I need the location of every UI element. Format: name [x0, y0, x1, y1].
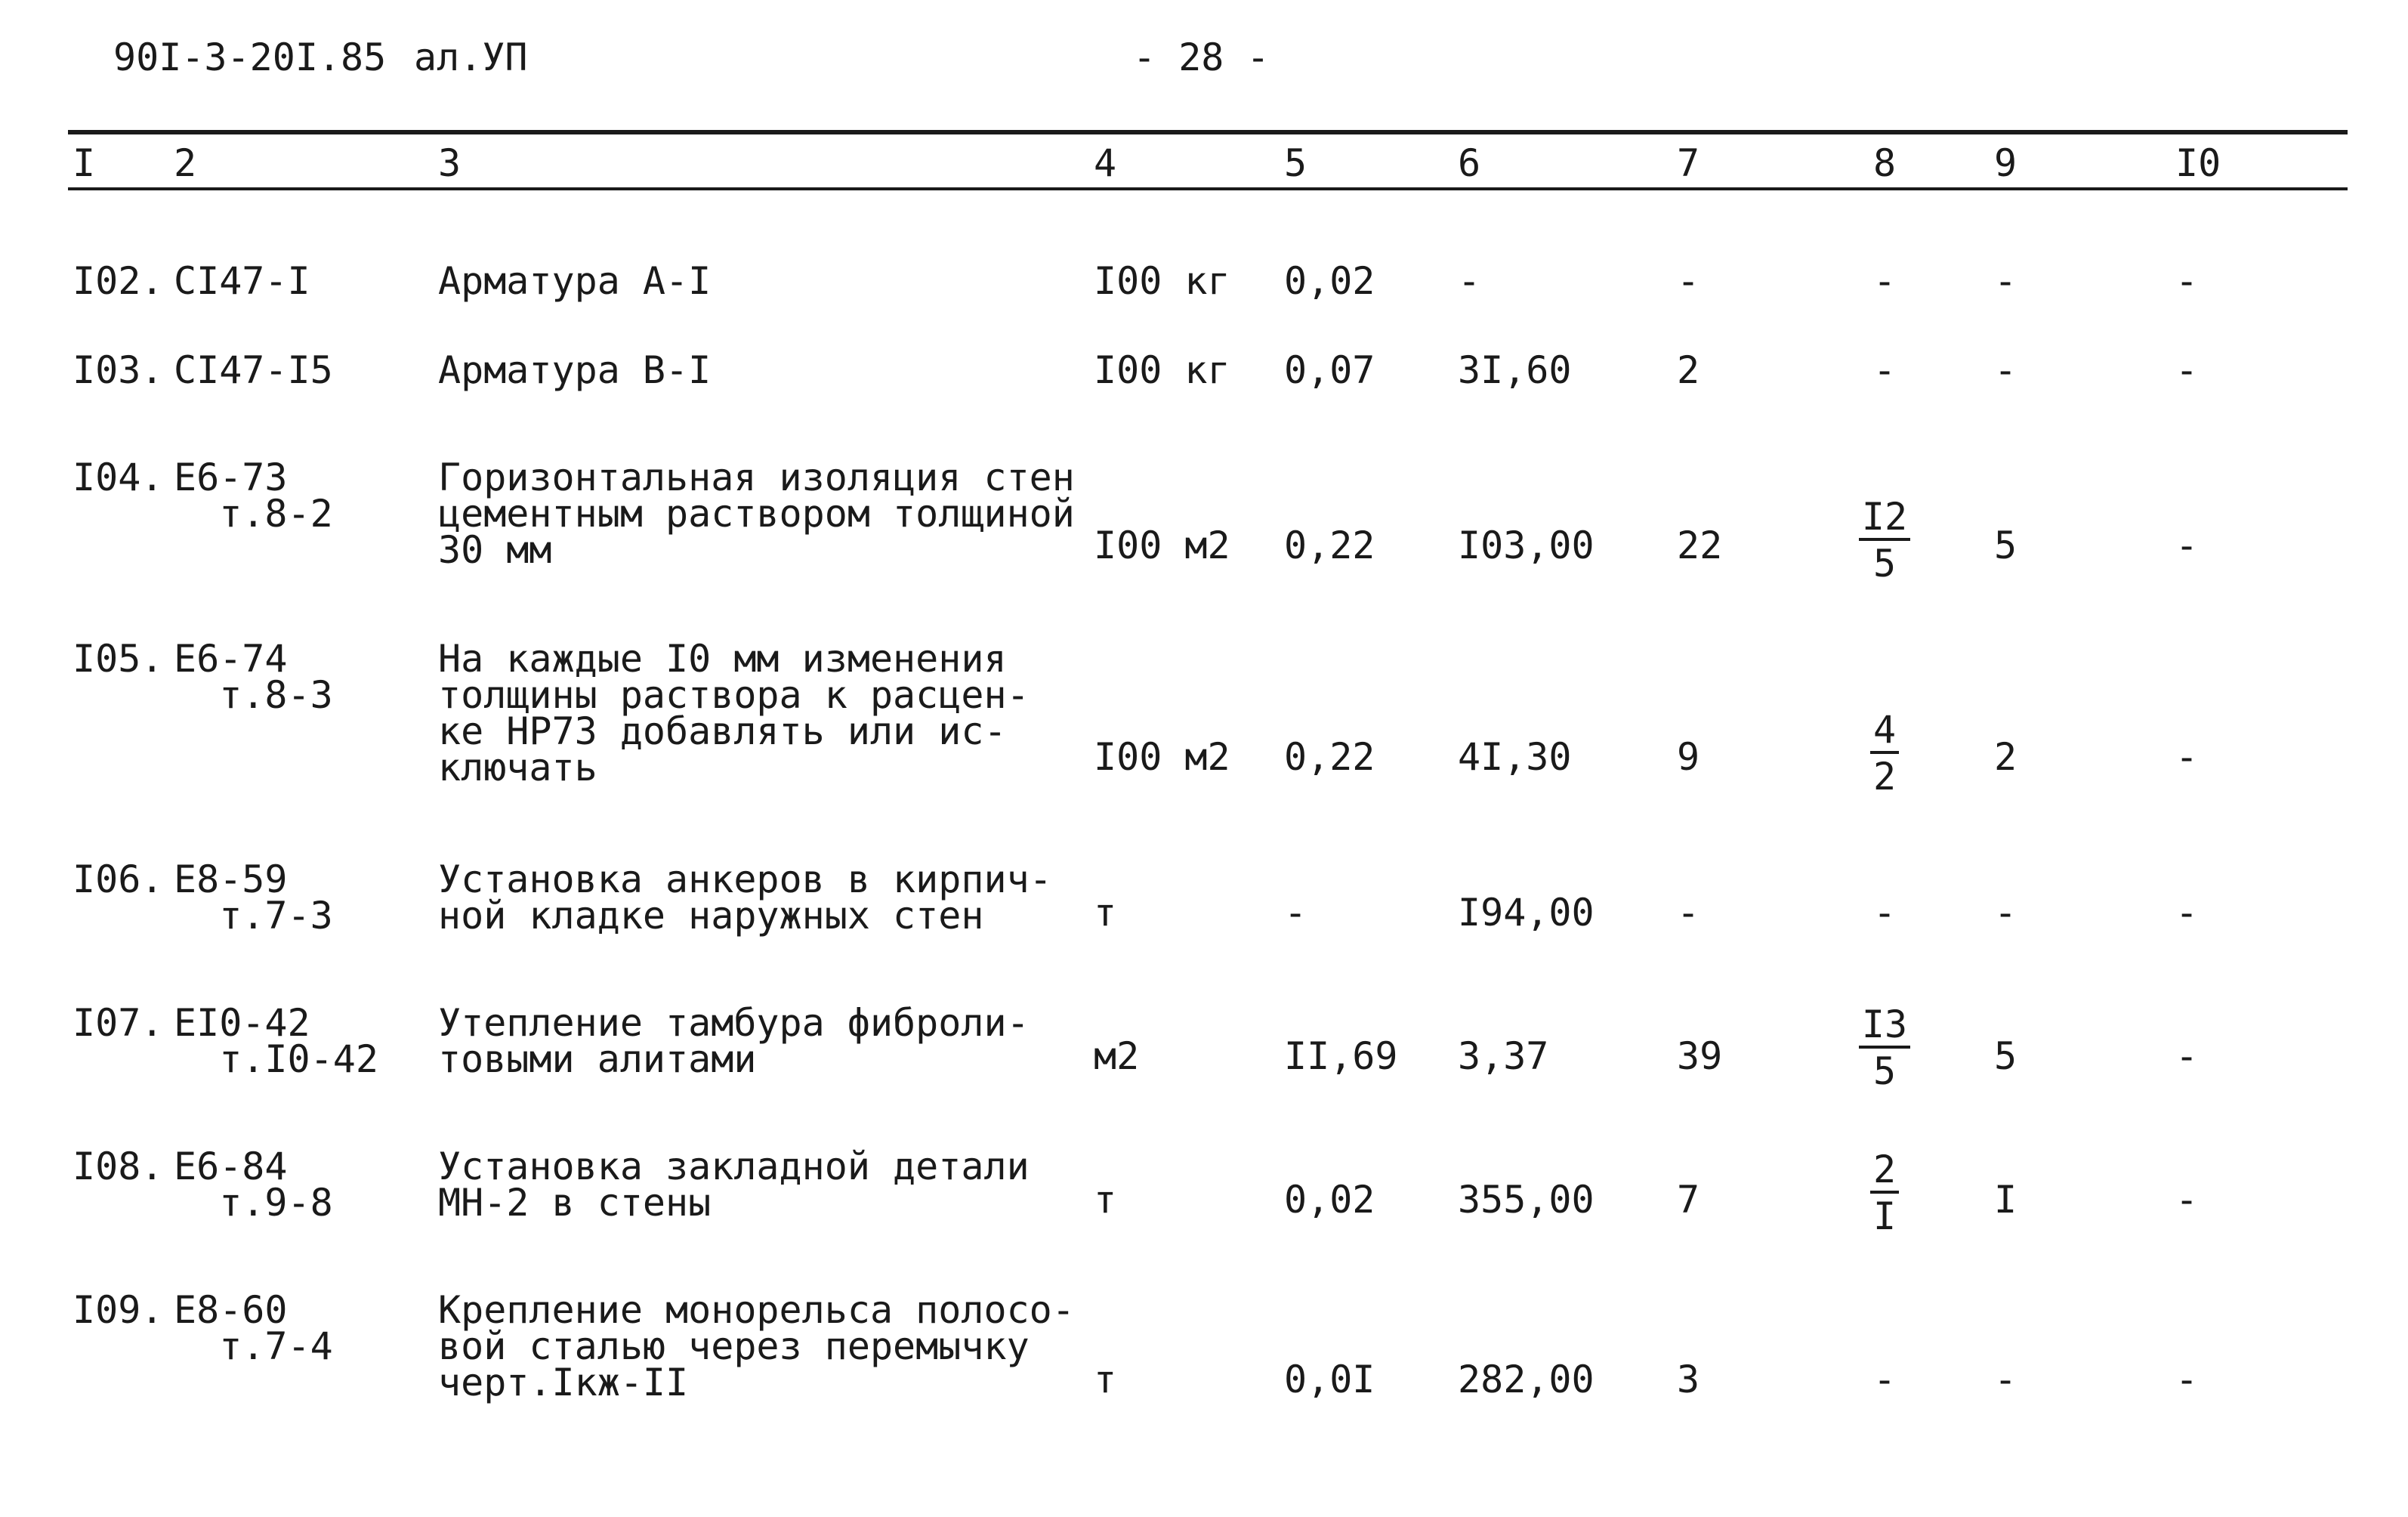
- column-9-value: -: [1994, 348, 2017, 392]
- page-number: - 28 -: [1133, 36, 1270, 79]
- column-7-value: 39: [1677, 1034, 1723, 1078]
- column-header-9: 9: [1994, 141, 2017, 185]
- column-header-10: I0: [2175, 141, 2221, 185]
- column-7-value: -: [1677, 259, 1700, 303]
- fraction: [1859, 497, 1910, 583]
- table-top-rule: [68, 130, 2348, 134]
- column-9-value: -: [1994, 891, 2017, 935]
- column-9-value: -: [1994, 259, 2017, 303]
- work-description: Крепление монорельса полосо- вой сталью через перемычку черт.Iкж-II: [438, 1288, 1075, 1404]
- column-header-6: 6: [1458, 141, 1481, 185]
- column-8-fraction: [1843, 497, 1926, 583]
- work-description: Арматура А-I: [438, 259, 712, 303]
- column-8-value: -: [1872, 348, 1897, 392]
- column-7-value: 3: [1677, 1358, 1700, 1401]
- table-header-rule: [68, 187, 2348, 190]
- rate-code: Е6-84 т.9-8: [174, 1145, 333, 1225]
- quantity: 0,22: [1284, 735, 1375, 779]
- fraction-numerator: I3: [1859, 1005, 1910, 1049]
- work-description: Арматура В-I: [438, 348, 712, 392]
- column-header-4: 4: [1094, 141, 1117, 185]
- sheet-designation: ал.УП: [414, 36, 528, 79]
- rate-code: Е6-73 т.8-2: [174, 456, 333, 536]
- column-9-value: -: [1994, 1358, 2017, 1401]
- row-number: I04.: [73, 456, 164, 499]
- column-10-value: -: [2175, 1358, 2199, 1401]
- unit-price: 3,37: [1458, 1034, 1549, 1078]
- quantity: 0,02: [1284, 1178, 1375, 1222]
- column-10-value: -: [2175, 735, 2199, 779]
- column-8-value: -: [1872, 259, 1897, 303]
- column-7-value: 7: [1677, 1178, 1700, 1222]
- unit-price: 3I,60: [1458, 348, 1572, 392]
- row-number: I05.: [73, 637, 164, 681]
- rate-code: Е8-60 т.7-4: [174, 1288, 333, 1368]
- column-9-value: I: [1994, 1178, 2017, 1222]
- rate-code: CI47-I5: [174, 348, 333, 392]
- row-number: I02.: [73, 259, 164, 303]
- column-8-value: -: [1872, 1358, 1897, 1401]
- unit: т: [1094, 1178, 1117, 1222]
- row-number: I03.: [73, 348, 164, 392]
- unit: т: [1094, 1358, 1117, 1401]
- quantity: 0,02: [1284, 259, 1375, 303]
- fraction-denominator: 5: [1872, 1049, 1897, 1093]
- fraction: [1859, 1005, 1910, 1091]
- column-10-value: -: [2175, 1034, 2199, 1078]
- column-10-value: -: [2175, 348, 2199, 392]
- unit: I00 кг: [1094, 259, 1230, 303]
- fraction-numerator: 4: [1870, 710, 1899, 754]
- column-header-2: 2: [174, 141, 197, 185]
- unit-price: I03,00: [1458, 524, 1595, 567]
- column-9-value: 2: [1994, 735, 2017, 779]
- work-description: Установка анкеров в кирпич- ной кладке наружных стен: [438, 857, 1052, 938]
- column-7-value: 9: [1677, 735, 1700, 779]
- column-9-value: 5: [1994, 1034, 2017, 1078]
- rate-code: CI47-I: [174, 259, 310, 303]
- unit: I00 м2: [1094, 735, 1230, 779]
- column-header-5: 5: [1284, 141, 1307, 185]
- unit: I00 м2: [1094, 524, 1230, 567]
- quantity: II,69: [1284, 1034, 1398, 1078]
- work-description: На каждые I0 мм изменения толщины раствора к расцен- ке НР73 добавлять или ис- ключать: [438, 637, 1030, 789]
- row-number: I07.: [73, 1001, 164, 1045]
- column-7-value: 2: [1677, 348, 1700, 392]
- fraction-denominator: 2: [1872, 755, 1897, 799]
- column-7-value: 22: [1677, 524, 1723, 567]
- fraction: [1870, 1150, 1899, 1236]
- unit-price: 355,00: [1458, 1178, 1595, 1222]
- fraction: [1870, 708, 1899, 799]
- column-8-fraction: [1843, 708, 1926, 799]
- rate-code: ЕI0-42 т.I0-42: [174, 1001, 378, 1081]
- fraction-numerator: 2: [1870, 1150, 1899, 1194]
- column-8-value: -: [1872, 891, 1897, 935]
- unit-price: 282,00: [1458, 1358, 1595, 1401]
- row-number: I06.: [73, 857, 164, 901]
- column-9-value: 5: [1994, 524, 2017, 567]
- quantity: 0,07: [1284, 348, 1375, 392]
- fraction-numerator: I2: [1859, 497, 1910, 541]
- unit: м2: [1094, 1034, 1140, 1078]
- unit-price: I94,00: [1458, 891, 1595, 935]
- column-header-7: 7: [1677, 141, 1700, 185]
- row-number: I09.: [73, 1288, 164, 1332]
- work-description: Горизонтальная изоляция стен цементным раствором толщиной 30 мм: [438, 456, 1075, 572]
- work-description: Установка закладной детали МН-2 в стены: [438, 1145, 1030, 1225]
- unit: I00 кг: [1094, 348, 1230, 392]
- column-10-value: -: [2175, 1178, 2199, 1222]
- column-10-value: -: [2175, 259, 2199, 303]
- row-number: I08.: [73, 1145, 164, 1188]
- column-header-3: 3: [438, 141, 462, 185]
- rate-code: Е6-74 т.8-3: [174, 637, 333, 717]
- quantity: 0,22: [1284, 524, 1375, 567]
- column-10-value: -: [2175, 891, 2199, 935]
- column-8-fraction: [1843, 1150, 1926, 1236]
- rate-code: Е8-59 т.7-3: [174, 857, 333, 938]
- column-10-value: -: [2175, 524, 2199, 567]
- fraction-denominator: 5: [1872, 542, 1897, 585]
- work-description: Утепление тамбура фиброли- товыми алитами: [438, 1001, 1030, 1081]
- unit-price: 4I,30: [1458, 735, 1572, 779]
- unit-price: -: [1458, 259, 1481, 303]
- fraction-denominator: I: [1872, 1194, 1897, 1238]
- document-code: 90I-3-20I.85: [113, 36, 387, 79]
- column-header-1: I: [73, 141, 96, 185]
- column-8-fraction: [1843, 1005, 1926, 1091]
- column-header-8: 8: [1872, 141, 1897, 185]
- unit: т: [1094, 891, 1117, 935]
- column-7-value: -: [1677, 891, 1700, 935]
- quantity: 0,0I: [1284, 1358, 1375, 1401]
- quantity: -: [1284, 891, 1307, 935]
